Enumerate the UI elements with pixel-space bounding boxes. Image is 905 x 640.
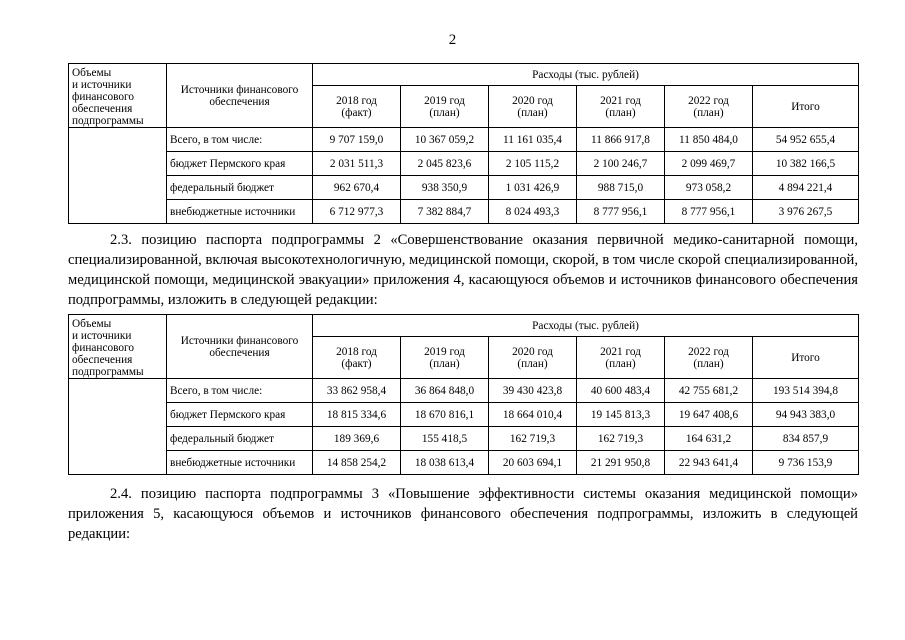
value-cell: 938 350,9 — [401, 176, 489, 200]
value-cell: 18 670 816,1 — [401, 403, 489, 427]
value-cell: 2 031 511,3 — [313, 152, 401, 176]
value-cell: 11 161 035,4 — [489, 128, 577, 152]
header-row — [69, 315, 859, 337]
value-cell: 162 719,3 — [489, 427, 577, 451]
value-cell: 20 603 694,1 — [489, 451, 577, 475]
year-header: 2020 год (план) — [489, 337, 577, 379]
label-cell-blank — [69, 128, 167, 224]
value-cell: 22 943 641,4 — [665, 451, 753, 475]
value-cell: 19 145 813,3 — [577, 403, 665, 427]
year-header: 2020 год (план) — [489, 86, 577, 128]
value-cell: 42 755 681,2 — [665, 379, 753, 403]
value-cell: 8 777 956,1 — [577, 200, 665, 224]
value-cell: 962 670,4 — [313, 176, 401, 200]
value-cell: 11 850 484,0 — [665, 128, 753, 152]
table-row — [69, 451, 859, 475]
value-cell: 36 864 848,0 — [401, 379, 489, 403]
table-row — [69, 427, 859, 451]
total-cell: 4 894 221,4 — [753, 176, 859, 200]
value-cell: 18 038 613,4 — [401, 451, 489, 475]
total-cell: 834 857,9 — [753, 427, 859, 451]
table-row — [69, 200, 859, 224]
expenses-header: Расходы (тыс. рублей) — [313, 64, 859, 86]
value-cell: 164 631,2 — [665, 427, 753, 451]
year-header: 2018 год (факт) — [313, 86, 401, 128]
value-cell: 189 369,6 — [313, 427, 401, 451]
value-cell: 1 031 426,9 — [489, 176, 577, 200]
year-header: 2021 год (план) — [577, 337, 665, 379]
value-cell: 2 099 469,7 — [665, 152, 753, 176]
value-cell: 6 712 977,3 — [313, 200, 401, 224]
total-header: Итого — [753, 337, 859, 379]
value-cell: 988 715,0 — [577, 176, 665, 200]
value-cell: 2 105 115,2 — [489, 152, 577, 176]
total-cell: 193 514 394,8 — [753, 379, 859, 403]
value-cell: 7 382 884,7 — [401, 200, 489, 224]
value-cell: 8 777 956,1 — [665, 200, 753, 224]
financing-table-2 — [68, 314, 859, 475]
row-source-label: внебюджетные источники — [167, 451, 313, 475]
value-cell: 162 719,3 — [577, 427, 665, 451]
table-row — [69, 379, 859, 403]
value-cell: 19 647 408,6 — [665, 403, 753, 427]
year-header: 2022 год (план) — [665, 337, 753, 379]
value-cell: 18 815 334,6 — [313, 403, 401, 427]
value-cell: 11 866 917,8 — [577, 128, 665, 152]
row-source-label: бюджет Пермского края — [167, 403, 313, 427]
value-cell: 18 664 010,4 — [489, 403, 577, 427]
value-cell: 155 418,5 — [401, 427, 489, 451]
expenses-header: Расходы (тыс. рублей) — [313, 315, 859, 337]
row-source-label: Всего, в том числе: — [167, 379, 313, 403]
row-label: Объемы и источники финансового обеспечения подпрограммы — [69, 64, 167, 128]
year-header: 2019 год (план) — [401, 337, 489, 379]
value-cell: 9 707 159,0 — [313, 128, 401, 152]
table-row — [69, 403, 859, 427]
paragraph-2-3: 2.3. позицию паспорта подпрограммы 2 «Совершенствование оказания первичной медико-санитарной помощи, специализированной, включая высокотехнологичную, медицинской помощи, скорой, в том числе скорой специализированной, медицинской помощи, медицинской эвакуации» приложения 4, касающуюся объемов и источников финансового обеспечения подпрограммы, изложить в следующей редакции: — [68, 232, 858, 308]
row-source-label: Всего, в том числе: — [167, 128, 313, 152]
value-cell: 14 858 254,2 — [313, 451, 401, 475]
total-cell: 54 952 655,4 — [753, 128, 859, 152]
year-header: 2021 год (план) — [577, 86, 665, 128]
table-row — [69, 152, 859, 176]
row-source-label: федеральный бюджет — [167, 176, 313, 200]
source-header: Источники финансового обеспечения — [167, 64, 313, 128]
row-source-label: внебюджетные источники — [167, 200, 313, 224]
year-header: 2018 год (факт) — [313, 337, 401, 379]
value-cell: 2 045 823,6 — [401, 152, 489, 176]
row-label: Объемы и источники финансового обеспечения подпрограммы — [69, 315, 167, 379]
value-cell: 21 291 950,8 — [577, 451, 665, 475]
total-cell: 94 943 383,0 — [753, 403, 859, 427]
total-header: Итого — [753, 86, 859, 128]
value-cell: 2 100 246,7 — [577, 152, 665, 176]
page-number: 2 — [448, 32, 457, 48]
value-cell: 10 367 059,2 — [401, 128, 489, 152]
financing-table-1 — [68, 63, 859, 224]
total-cell: 9 736 153,9 — [753, 451, 859, 475]
total-cell: 10 382 166,5 — [753, 152, 859, 176]
year-header: 2022 год (план) — [665, 86, 753, 128]
paragraph-2-4: 2.4. позицию паспорта подпрограммы 3 «Повышение эффективности системы оказания медицинской помощи» приложения 5, касающуюся объемов и источников финансового обеспечения подпрограммы, изложить в следующей редакции: — [68, 486, 858, 542]
header-row — [69, 64, 859, 86]
table-row — [69, 128, 859, 152]
total-cell: 3 976 267,5 — [753, 200, 859, 224]
year-header: 2019 год (план) — [401, 86, 489, 128]
value-cell: 973 058,2 — [665, 176, 753, 200]
table-row — [69, 176, 859, 200]
value-cell: 8 024 493,3 — [489, 200, 577, 224]
row-source-label: бюджет Пермского края — [167, 152, 313, 176]
row-source-label: федеральный бюджет — [167, 427, 313, 451]
value-cell: 39 430 423,8 — [489, 379, 577, 403]
source-header: Источники финансового обеспечения — [167, 315, 313, 379]
label-cell-blank — [69, 379, 167, 475]
value-cell: 33 862 958,4 — [313, 379, 401, 403]
value-cell: 40 600 483,4 — [577, 379, 665, 403]
